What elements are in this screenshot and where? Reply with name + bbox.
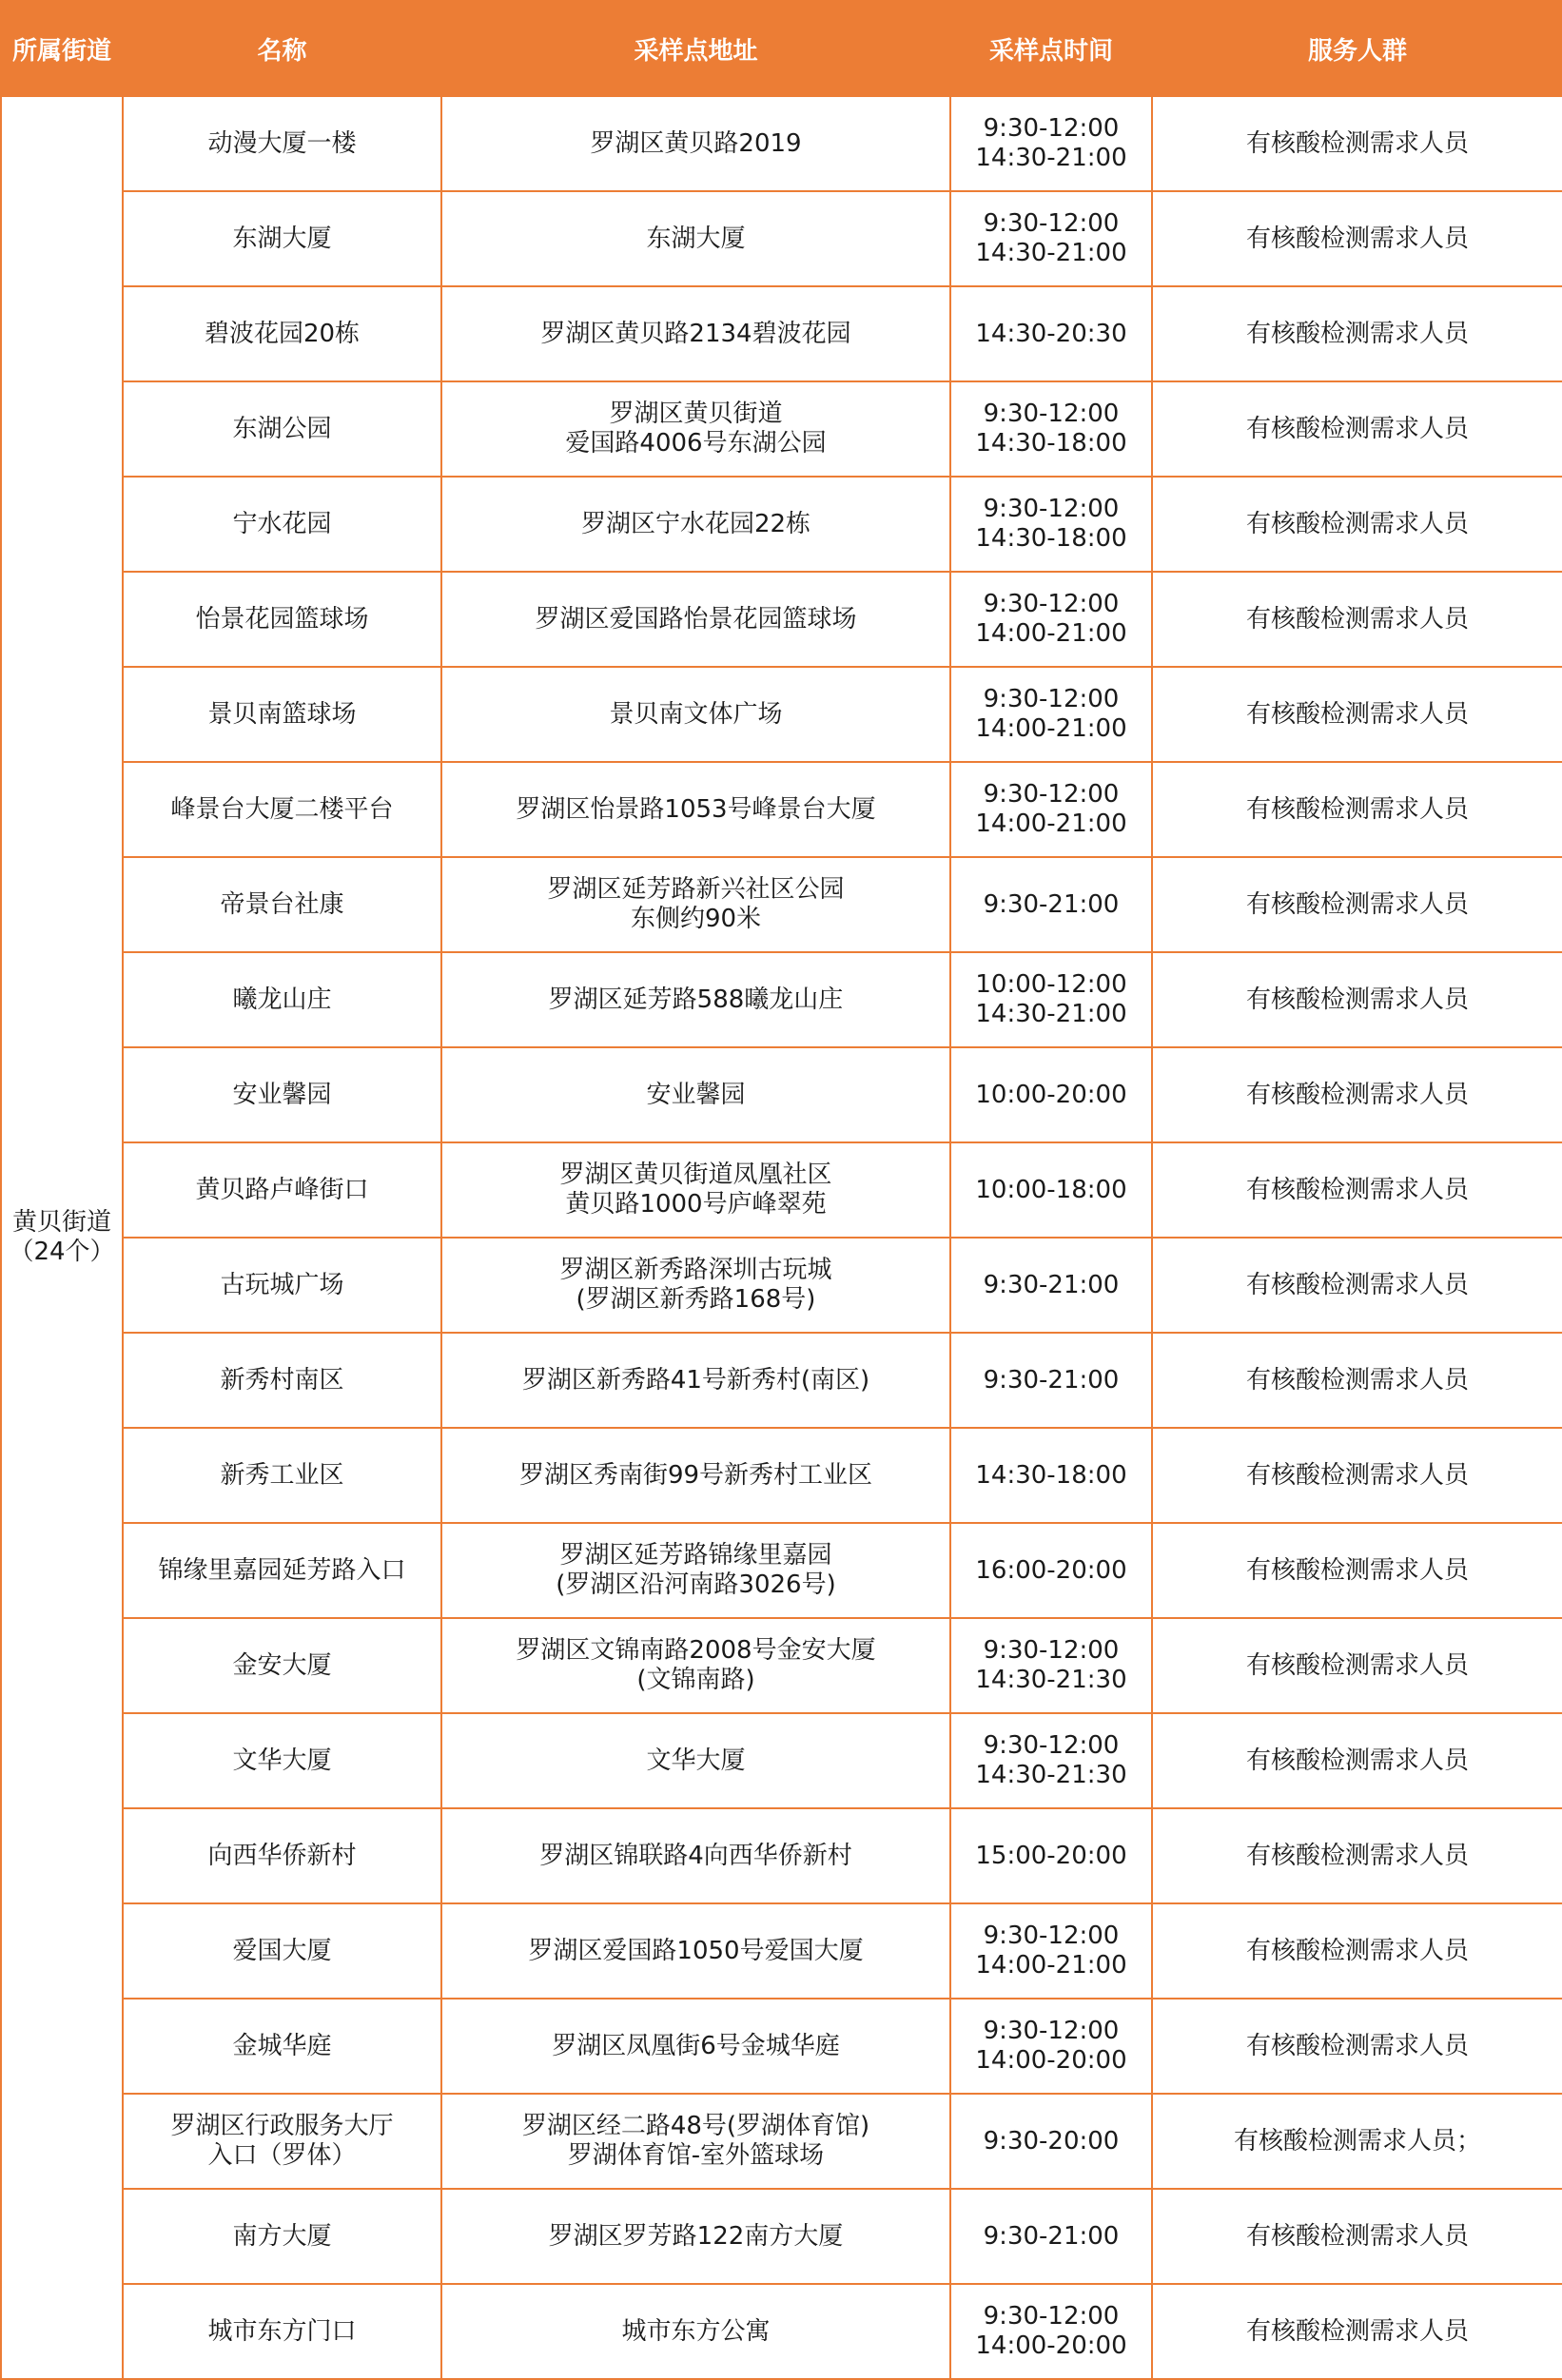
site-time: 10:00-12:00 14:30-21:00	[950, 952, 1152, 1047]
site-name: 碧波花园20栋	[123, 286, 441, 381]
site-time: 9:30-12:00 14:00-20:00	[950, 2284, 1152, 2379]
site-time: 9:30-21:00	[950, 2189, 1152, 2284]
site-service: 有核酸检测需求人员	[1152, 572, 1562, 667]
site-time: 9:30-12:00 14:00-21:00	[950, 1903, 1152, 1999]
site-service: 有核酸检测需求人员	[1152, 2189, 1562, 2284]
site-address: 罗湖区罗芳路122南方大厦	[441, 2189, 950, 2284]
site-time: 14:30-18:00	[950, 1428, 1152, 1523]
site-time: 10:00-20:00	[950, 1047, 1152, 1142]
site-time: 14:30-20:30	[950, 286, 1152, 381]
site-name: 爱国大厦	[123, 1903, 441, 1999]
table-row	[1, 1428, 1562, 1523]
table-row	[1, 667, 1562, 762]
table-row	[1, 477, 1562, 572]
site-address: 罗湖区秀南街99号新秀村工业区	[441, 1428, 950, 1523]
site-address: 罗湖区黄贝路2134碧波花园	[441, 286, 950, 381]
table-row	[1, 1523, 1562, 1618]
site-time: 9:30-12:00 14:00-21:00	[950, 572, 1152, 667]
site-time: 9:30-12:00 14:30-21:30	[950, 1618, 1152, 1713]
site-name: 金安大厦	[123, 1618, 441, 1713]
site-service: 有核酸检测需求人员	[1152, 1713, 1562, 1808]
site-address: 罗湖区新秀路深圳古玩城 (罗湖区新秀路168号)	[441, 1238, 950, 1333]
site-name: 曦龙山庄	[123, 952, 441, 1047]
site-address: 罗湖区延芳路锦缘里嘉园 (罗湖区沿河南路3026号)	[441, 1523, 950, 1618]
site-name: 帝景台社康	[123, 857, 441, 952]
site-name: 向西华侨新村	[123, 1808, 441, 1903]
site-service: 有核酸检测需求人员	[1152, 952, 1562, 1047]
site-time: 9:30-12:00 14:00-20:00	[950, 1999, 1152, 2094]
table-row	[1, 2094, 1562, 2189]
table-header	[1, 1, 1562, 96]
site-time: 9:30-12:00 14:00-21:00	[950, 762, 1152, 857]
site-name: 安业馨园	[123, 1047, 441, 1142]
table-row	[1, 1142, 1562, 1238]
table-row	[1, 572, 1562, 667]
site-name: 罗湖区行政服务大厅 入口（罗体）	[123, 2094, 441, 2189]
site-service: 有核酸检测需求人员	[1152, 667, 1562, 762]
site-address: 罗湖区锦联路4向西华侨新村	[441, 1808, 950, 1903]
site-name: 锦缘里嘉园延芳路入口	[123, 1523, 441, 1618]
site-time: 9:30-12:00 14:30-21:30	[950, 1713, 1152, 1808]
site-time: 9:30-12:00 14:30-21:00	[950, 96, 1152, 191]
site-address: 罗湖区黄贝路2019	[441, 96, 950, 191]
site-name: 城市东方门口	[123, 2284, 441, 2379]
site-service: 有核酸检测需求人员	[1152, 286, 1562, 381]
site-address: 罗湖区宁水花园22栋	[441, 477, 950, 572]
site-address: 罗湖区文锦南路2008号金安大厦 (文锦南路)	[441, 1618, 950, 1713]
site-name: 宁水花园	[123, 477, 441, 572]
site-service: 有核酸检测需求人员	[1152, 1428, 1562, 1523]
table-row	[1, 96, 1562, 191]
table-row	[1, 1903, 1562, 1999]
site-time: 16:00-20:00	[950, 1523, 1152, 1618]
site-time: 15:00-20:00	[950, 1808, 1152, 1903]
site-name: 黄贝路卢峰街口	[123, 1142, 441, 1238]
site-name: 峰景台大厦二楼平台	[123, 762, 441, 857]
header-street: 所属街道	[1, 1, 123, 96]
header-name: 名称	[123, 1, 441, 96]
table-row	[1, 1618, 1562, 1713]
site-name: 文华大厦	[123, 1713, 441, 1808]
site-service: 有核酸检测需求人员	[1152, 1523, 1562, 1618]
site-address: 罗湖区黄贝街道凤凰社区 黄贝路1000号庐峰翠苑	[441, 1142, 950, 1238]
site-name: 南方大厦	[123, 2189, 441, 2284]
site-address: 罗湖区经二路48号(罗湖体育馆) 罗湖体育馆-室外篮球场	[441, 2094, 950, 2189]
table-row	[1, 286, 1562, 381]
site-address: 安业馨园	[441, 1047, 950, 1142]
site-name: 金城华庭	[123, 1999, 441, 2094]
site-time: 10:00-18:00	[950, 1142, 1152, 1238]
header-row	[1, 1, 1562, 96]
site-time: 9:30-12:00 14:00-21:00	[950, 667, 1152, 762]
site-service: 有核酸检测需求人员	[1152, 96, 1562, 191]
site-service: 有核酸检测需求人员	[1152, 857, 1562, 952]
site-service: 有核酸检测需求人员	[1152, 1903, 1562, 1999]
site-time: 9:30-12:00 14:30-21:00	[950, 191, 1152, 286]
table-row	[1, 1333, 1562, 1428]
site-address: 罗湖区怡景路1053号峰景台大厦	[441, 762, 950, 857]
site-address: 景贝南文体广场	[441, 667, 950, 762]
table-row	[1, 2284, 1562, 2379]
site-service: 有核酸检测需求人员	[1152, 1047, 1562, 1142]
site-service: 有核酸检测需求人员	[1152, 1999, 1562, 2094]
site-name: 新秀工业区	[123, 1428, 441, 1523]
site-address: 东湖大厦	[441, 191, 950, 286]
site-service: 有核酸检测需求人员	[1152, 191, 1562, 286]
site-address: 罗湖区新秀路41号新秀村(南区)	[441, 1333, 950, 1428]
header-time: 采样点时间	[950, 1, 1152, 96]
site-address: 罗湖区延芳路588曦龙山庄	[441, 952, 950, 1047]
site-service: 有核酸检测需求人员	[1152, 1618, 1562, 1713]
table-row	[1, 952, 1562, 1047]
site-time: 9:30-20:00	[950, 2094, 1152, 2189]
site-address: 文华大厦	[441, 1713, 950, 1808]
site-time: 9:30-12:00 14:30-18:00	[950, 477, 1152, 572]
site-address: 罗湖区黄贝街道 爱国路4006号东湖公园	[441, 381, 950, 477]
site-service: 有核酸检测需求人员	[1152, 477, 1562, 572]
header-service: 服务人群	[1152, 1, 1562, 96]
table-row	[1, 1999, 1562, 2094]
street-cell: 黄贝街道 （24个）	[1, 96, 123, 2379]
site-service: 有核酸检测需求人员	[1152, 1142, 1562, 1238]
site-service: 有核酸检测需求人员；	[1152, 2094, 1562, 2189]
site-address: 罗湖区凤凰街6号金城华庭	[441, 1999, 950, 2094]
site-time: 9:30-21:00	[950, 1238, 1152, 1333]
table-row	[1, 381, 1562, 477]
site-service: 有核酸检测需求人员	[1152, 1808, 1562, 1903]
table-row	[1, 1808, 1562, 1903]
site-time: 9:30-21:00	[950, 1333, 1152, 1428]
site-address: 罗湖区爱国路1050号爱国大厦	[441, 1903, 950, 1999]
site-time: 9:30-21:00	[950, 857, 1152, 952]
table-row	[1, 1713, 1562, 1808]
header-address: 采样点地址	[441, 1, 950, 96]
site-name: 怡景花园篮球场	[123, 572, 441, 667]
table-row	[1, 857, 1562, 952]
site-name: 东湖大厦	[123, 191, 441, 286]
site-service: 有核酸检测需求人员	[1152, 2284, 1562, 2379]
site-service: 有核酸检测需求人员	[1152, 1238, 1562, 1333]
table-row	[1, 1238, 1562, 1333]
site-address: 城市东方公寓	[441, 2284, 950, 2379]
table-row	[1, 762, 1562, 857]
table-body	[1, 96, 1562, 2379]
table-row	[1, 2189, 1562, 2284]
site-name: 动漫大厦一楼	[123, 96, 441, 191]
site-name: 景贝南篮球场	[123, 667, 441, 762]
site-service: 有核酸检测需求人员	[1152, 1333, 1562, 1428]
site-service: 有核酸检测需求人员	[1152, 381, 1562, 477]
site-name: 东湖公园	[123, 381, 441, 477]
site-name: 新秀村南区	[123, 1333, 441, 1428]
site-address: 罗湖区爱国路怡景花园篮球场	[441, 572, 950, 667]
site-name: 古玩城广场	[123, 1238, 441, 1333]
table-row	[1, 1047, 1562, 1142]
site-address: 罗湖区延芳路新兴社区公园 东侧约90米	[441, 857, 950, 952]
site-time: 9:30-12:00 14:30-18:00	[950, 381, 1152, 477]
table-row	[1, 191, 1562, 286]
site-service: 有核酸检测需求人员	[1152, 762, 1562, 857]
